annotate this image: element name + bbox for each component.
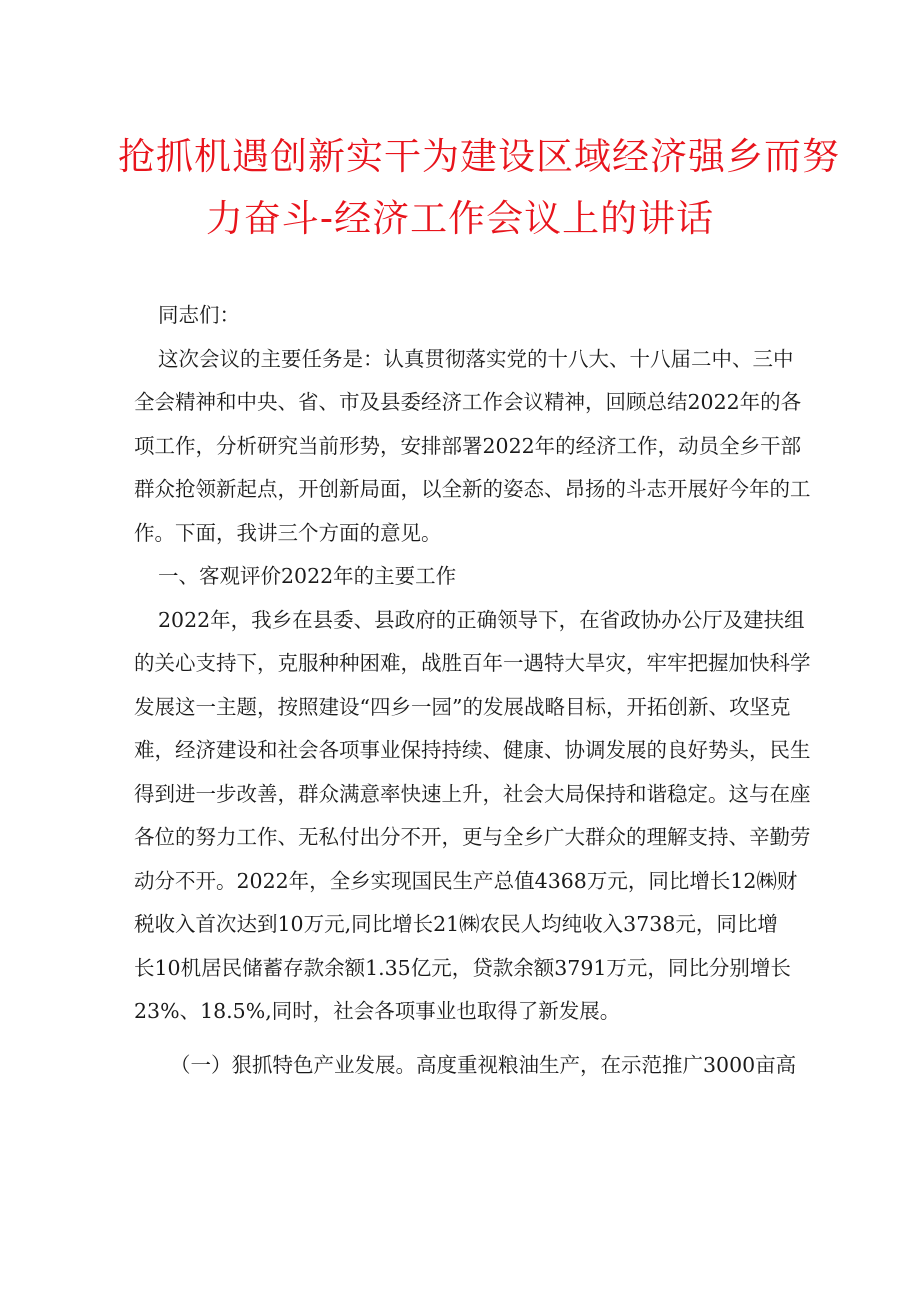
paragraph-2	[134, 599, 811, 1034]
paragraph-2-line: 得到进一步改善，群众满意率快速上升，社会大局保持和谐稳定。这与在座	[134, 781, 811, 806]
paragraph-2-line: 2022年，我乡在县委、县政府的正确领导下，在省政协办公厅及建扶组	[158, 607, 805, 632]
paragraph-2-line: 长10机居民储蓄存款余额1.35亿元，贷款余额3791万元，同比分别增长	[134, 955, 791, 980]
paragraph-2-line: 难，经济建设和社会各项事业保持持续、健康、协调发展的良好势头，民生	[134, 738, 811, 762]
paragraph-1-line: 全会精神和中央、省、市及县委经济工作会议精神，回顾总结2022年的各	[134, 390, 802, 414]
paragraph-1	[134, 338, 811, 556]
salutation: 同志们：	[158, 303, 240, 327]
paragraph-2-line: 23%、18.5%,同时，社会各项事业也取得了新发展。	[134, 999, 621, 1023]
paragraph-1-line: 项工作，分析研究当前形势，安排部署2022年的经济工作，动员全乡干部	[134, 433, 802, 458]
subsection-1-line: （一）狠抓特色产业发展。高度重视粮油生产，在示范推广3000亩高	[170, 1052, 797, 1077]
paragraph-2-line: 税收入首次达到10万元,同比增长21㈱农民人均纯收入3738元，同比增	[134, 912, 778, 936]
section-heading-1: 一、客观评价2022年的主要工作	[158, 564, 457, 588]
paragraph-2-line: 的关心支持下，克服种种困难，战胜百年一遇特大旱灾，牢牢把握加快科学	[134, 651, 811, 675]
title-line-2: 力奋斗-经济工作会议上的讲话	[205, 197, 715, 240]
paragraph-1-line: 作。下面，我讲三个方面的意见。	[134, 520, 442, 545]
paragraph-1-line: 群众抢领新起点，开创新局面，以全新的姿态、昂扬的斗志开展好今年的工	[134, 477, 811, 501]
paragraph-2-line: 发展这一主题，按照建设“四乡一园”的发展战略目标，开拓创新、攻坚克	[134, 694, 791, 719]
paragraph-2-line: 各位的努力工作、无私付出分不开，更与全乡广大群众的理解支持、辛勤劳	[134, 825, 811, 849]
paragraph-2-line: 动分不开。2022年，全乡实现国民生产总值4368万元，同比增长12㈱财	[134, 868, 798, 893]
title-line-1: 抢抓机遇创新实干为建设区域经济强乡而努	[118, 135, 840, 178]
document-title	[118, 126, 840, 250]
paragraph-1-line: 这次会议的主要任务是：认真贯彻落实党的十八大、十八届二中、三中	[158, 346, 794, 371]
document-body	[134, 294, 811, 1087]
